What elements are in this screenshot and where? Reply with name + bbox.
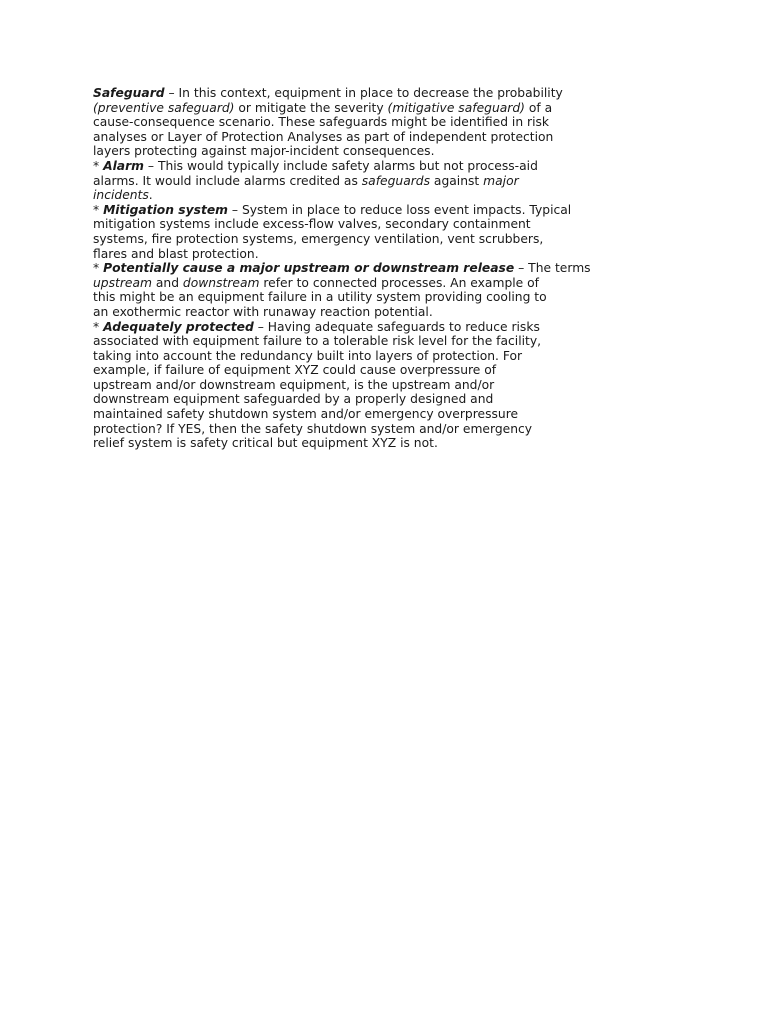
term-heading: Potentially cause a major upstream or downstream release (103, 261, 515, 276)
text-line (93, 392, 633, 407)
text-line (93, 436, 633, 451)
text-segment: analyses or Layer of Protection Analyses as part of independent protection (93, 129, 554, 144)
text-line (93, 305, 633, 320)
text-line (93, 203, 633, 218)
text-segment: alarms. It would include alarms credited as (93, 173, 362, 188)
text-segment: relief system is safety critical but equipment XYZ is not. (93, 436, 438, 451)
text-segment: layers protecting against major-incident consequences. (93, 144, 435, 159)
term-heading: Adequately protected (103, 319, 254, 334)
text-segment: of a (524, 100, 553, 115)
text-line (93, 130, 633, 145)
text-line (93, 101, 633, 116)
text-segment: cause-consequence scenario. These safeguards might be identified in risk (93, 115, 550, 130)
text-segment: an exothermic reactor with runaway reaction potential. (93, 304, 433, 319)
text-segment: – Having adequate safeguards to reduce risks (253, 319, 540, 334)
text-segment: protection? If YES, then the safety shutdown system and/or emergency (93, 421, 533, 436)
text-segment: or mitigate the severity (234, 100, 388, 115)
text-line (93, 144, 633, 159)
text-segment: mitigation systems include excess-flow valves, secondary containment (93, 217, 531, 232)
text-line (93, 217, 633, 232)
text-segment: against (430, 173, 484, 188)
text-segment: associated with equipment failure to a tolerable risk level for the facility, (93, 334, 542, 349)
text-segment: * (93, 261, 104, 276)
text-line (93, 86, 633, 101)
text-segment: – System in place to reduce loss event impacts. Typical (227, 202, 572, 217)
text-line (93, 188, 633, 203)
text-line (93, 363, 633, 378)
document-body (93, 86, 633, 451)
text-line (93, 261, 633, 276)
text-line (93, 422, 633, 437)
text-segment: major (483, 173, 519, 188)
text-segment: systems, fire protection systems, emergency ventilation, vent scrubbers, (93, 231, 544, 246)
text-segment: downstream equipment safeguarded by a properly designed and (93, 392, 494, 407)
text-line (93, 174, 633, 189)
text-segment: (mitigative safeguard) (387, 100, 525, 115)
text-segment: refer to connected processes. An example of (259, 275, 539, 290)
text-segment: – This would typically include safety alarms but not process-aid (143, 158, 538, 173)
text-segment: (preventive safeguard) (93, 100, 235, 115)
text-line (93, 159, 633, 174)
text-segment: * (93, 202, 104, 217)
term-heading: Safeguard (93, 86, 165, 100)
text-segment: incidents (93, 188, 149, 203)
text-line (93, 276, 633, 291)
text-line (93, 334, 633, 349)
text-line (93, 290, 633, 305)
text-line (93, 349, 633, 364)
text-line (93, 115, 633, 130)
term-heading: Alarm (103, 158, 144, 173)
text-segment: flares and blast protection. (93, 246, 259, 261)
text-segment: upstream (93, 275, 152, 290)
text-line (93, 247, 633, 262)
text-segment: downstream (182, 275, 260, 290)
text-line (93, 407, 633, 422)
text-segment: this might be an equipment failure in a utility system providing cooling to (93, 290, 547, 305)
text-segment: maintained safety shutdown system and/or emergency overpressure (93, 407, 519, 422)
text-segment: * (93, 158, 104, 173)
text-segment: safeguards (361, 173, 431, 188)
text-segment: example, if failure of equipment XYZ could cause overpressure of (93, 363, 497, 378)
text-segment: – In this context, equipment in place to decrease the probability (164, 86, 563, 100)
term-heading: Mitigation system (103, 202, 228, 217)
text-segment: * (93, 319, 104, 334)
text-segment: and (151, 275, 183, 290)
text-line (93, 232, 633, 247)
text-line (93, 378, 633, 393)
text-segment: upstream and/or downstream equipment, is the upstream and/or (93, 377, 495, 392)
text-line (93, 320, 633, 335)
text-segment: – The terms (514, 261, 591, 276)
text-segment: . (148, 188, 153, 203)
text-segment: taking into account the redundancy built into layers of protection. For (93, 348, 523, 363)
